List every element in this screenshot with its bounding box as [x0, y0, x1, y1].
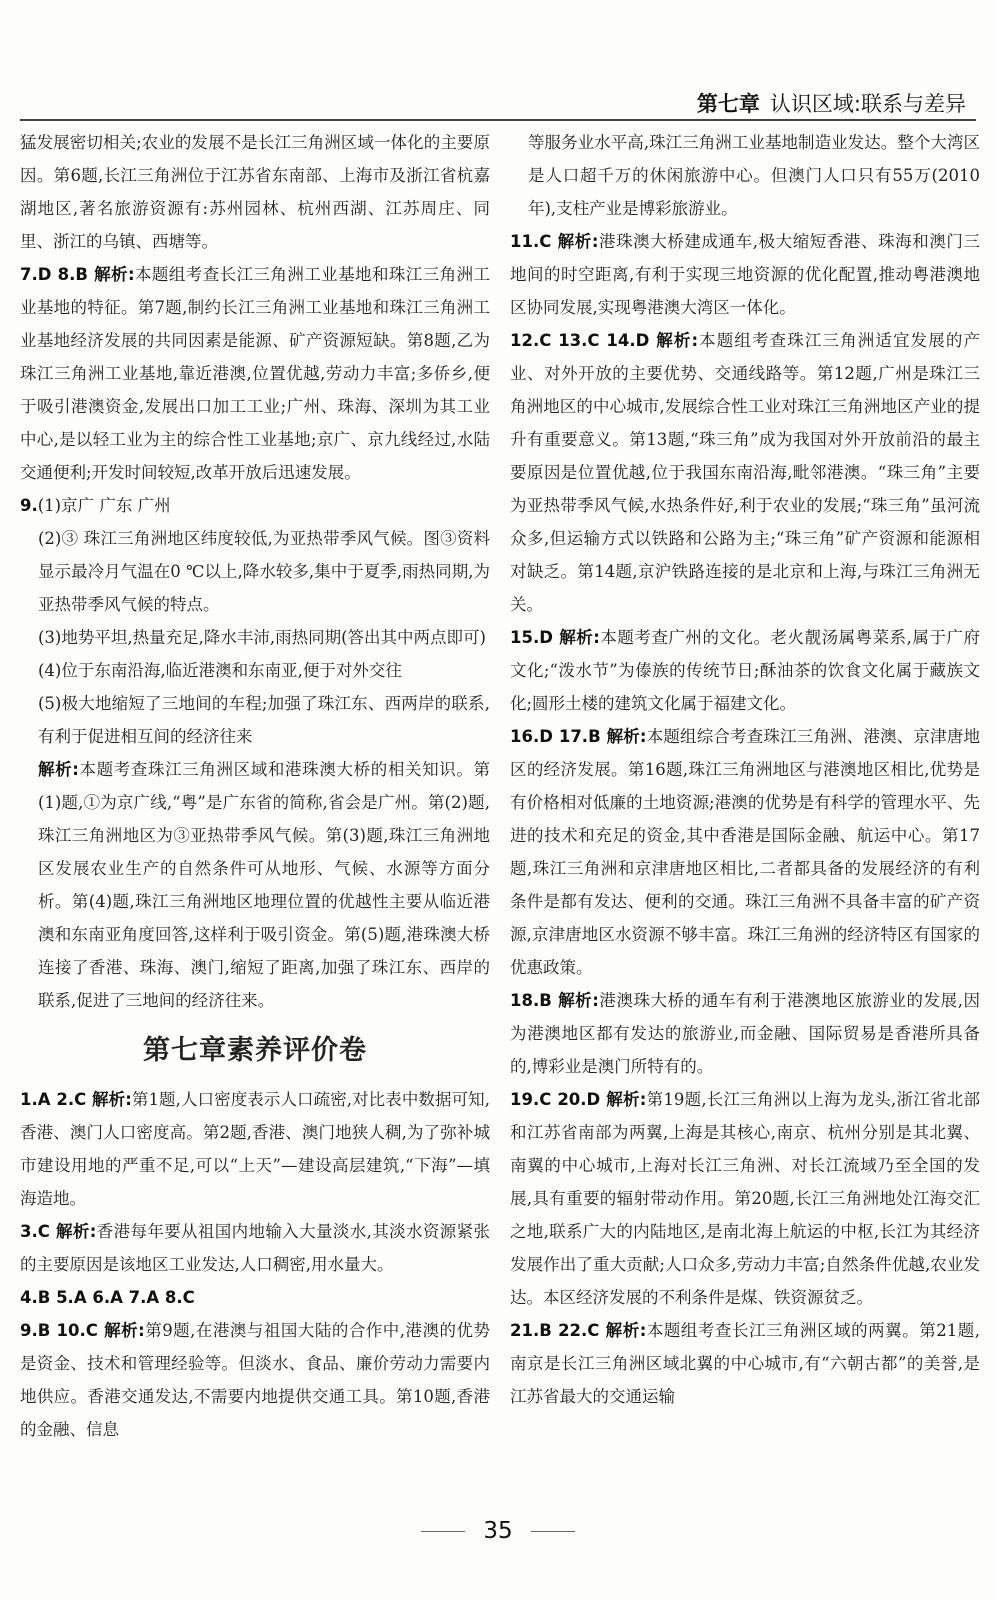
answer-block: 9.B 10.C 解析:第9题,在港澳与祖国大陆的合作中,港澳的优势是资金、技术和管理经验等。但淡水、食品、廉价劳动力需要内地供应。香港交通发达,不需要内地提供交通工具。第10题,香港的金融、信息 — [20, 1321, 490, 1439]
answer-block: 4.B 5.A 6.A 7.A 8.C — [20, 1288, 195, 1307]
answer-block: 3.C 解析:香港每年要从祖国内地输入大量淡水,其淡水资源紧张的主要原因是该地区工业发达,人口稠密,用水量大。 — [20, 1222, 491, 1274]
answer-block: 16.D 17.B 解析:本题组综合考查珠江三角洲、港澳、京津唐地区的经济发展。第16题,珠江三角洲地区与港澳地区相比,优势是有价格相对低廉的土地资源;港澳的优势是有科学的管理水平、先进的技术和充足的资金,其中香港是国际金融、航运中心。第17题,珠江三角洲和京津唐地区相比,二者都具备的发展经济的有利条件是都有发达、便利的交通。珠江三角洲不具备丰富的矿产资源,京津唐地区水资源不够丰富。珠江三角洲的经济特区有国家的优惠政策。 — [510, 727, 980, 977]
answer-block: 11.C 解析:港珠澳大桥建成通车,极大缩短香港、珠海和澳门三地间的时空距离,有利于实现三地资源的优化配置,推动粤港澳地区协同发展,实现粤港澳大湾区一体化。 — [510, 232, 980, 317]
answer-block: (4)位于东南沿海,临近港澳和东南亚,便于对外交往 — [38, 661, 402, 680]
answer-block: 猛发展密切相关;农业的发展不是长江三角洲区域一体化的主要原因。第6题,长江三角洲位于江苏省东南部、上海市及浙江省杭嘉湖地区,著名旅游资源有:苏州园林、杭州西湖、江苏周庄、同里、浙江的乌镇、西塘等。 — [20, 133, 490, 251]
answer-block: 18.B 解析:港澳珠大桥的通车有利于港澳地区旅游业的发展,因为港澳地区都有发达的旅游业,而金融、国际贸易是香港所具备的,博彩业是澳门所特有的。 — [510, 991, 980, 1076]
right-column — [510, 126, 980, 1413]
page-footer — [0, 1518, 996, 1544]
footer-rule-right — [531, 1531, 575, 1532]
page-number: 35 — [483, 1518, 513, 1544]
answer-block: 1.A 2.C 解析:第1题,人口密度表示人口疏密,对比表中数据可知,香港、澳门人口密度高。第2题,香港、澳门地狭人稠,为了弥补城市建设用地的严重不足,可以“上天”—建设高层建筑,“下海”—填海造地。 — [20, 1090, 490, 1208]
answer-block: 9.(1)京广 广东 广州 — [20, 496, 171, 515]
header-title: 认识区域:联系与差异 — [769, 92, 966, 116]
answer-block: 12.C 13.C 14.D 解析:本题组考查珠江三角洲适宜发展的产业、对外开放的主要优势、交通线路等。第12题,广州是珠江三角洲地区的中心城市,发展综合性工业对珠江三角洲地区产业的提升有重要意义。第13题,“珠三角”成为我国对外开放前沿的最主要原因是位置优越,位于我国东南沿海,毗邻港澳。“珠三角”主要为亚热带季风气候,水热条件好,利于农业的发展;“珠三角”虽河流众多,但运输方式以铁路和公路为主;“珠三角”矿产资源和能源相对缺乏。第14题,京沪铁路连接的是北京和上海,与珠江三角洲无关。 — [510, 331, 980, 614]
answer-block: 等服务业水平高,珠江三角洲工业基地制造业发达。整个大湾区是人口超千万的休闲旅游中心。但澳门人口只有55万(2010年),支柱产业是博彩旅游业。 — [528, 133, 980, 218]
answer-block: (5)极大地缩短了三地间的车程;加强了珠江东、西两岸的联系,有利于促进相互间的经济往来 — [38, 694, 490, 746]
header-rule — [20, 119, 976, 121]
answer-block: (3)地势平坦,热量充足,降水丰沛,雨热同期(答出其中两点即可) — [38, 628, 486, 647]
section-title: 第七章素养评价卷 — [143, 1035, 367, 1066]
answer-block: 7.D 8.B 解析:本题组考查长江三角洲工业基地和珠江三角洲工业基地的特征。第7题,制约长江三角洲工业基地和珠江三角洲工业基地经济发展的共同因素是能源、矿产资源短缺。第8题,乙为珠江三角洲工业基地,靠近港澳,位置优越,劳动力丰富;多侨乡,便于吸引港澳资金,发展出口加工工业;广州、珠海、深圳为其工业中心,是以轻工业为主的综合性工业基地;京广、京九线经过,水陆交通便利;开发时间较短,改革开放后迅速发展。 — [20, 265, 491, 482]
left-answers — [20, 126, 490, 1017]
left-column — [20, 126, 490, 1446]
left-answers-2 — [20, 1083, 490, 1446]
answer-block: 21.B 22.C 解析:本题组考查长江三角洲区域的两翼。第21题,南京是长江三角洲区域北翼的中心城市,有“六朝古都”的美誉,是江苏省最大的交通运输 — [510, 1321, 980, 1406]
footer-rule-left — [421, 1531, 465, 1532]
answer-block: 解析:本题考查珠江三角洲区域和港珠澳大桥的相关知识。第(1)题,①为京广线,“粤”是广东省的简称,省会是广州。第(2)题,珠江三角洲地区为③亚热带季风气候。第(3)题,珠江三角洲地区发展农业生产的自然条件可从地形、气候、水源等方面分析。第(4)题,珠江三角洲地区地理位置的优越性主要从临近港澳和东南亚角度回答,这样利于吸引资金。第(5)题,港珠澳大桥连接了香港、珠海、澳门,缩短了距离,加强了珠江东、西岸的联系,促进了三地间的经济往来。 — [38, 760, 490, 1010]
running-header — [697, 88, 966, 118]
answer-block: (2)③ 珠江三角洲地区纬度较低,为亚热带季风气候。图③资料显示最冷月气温在0 ℃以上,降水较多,集中于夏季,雨热同期,为亚热带季风气候的特点。 — [38, 529, 490, 614]
header-chapter: 第七章 — [696, 92, 760, 116]
answer-block: 19.C 20.D 解析:第19题,长江三角洲以上海为龙头,浙江省北部和江苏省南部为两翼,上海是其核心,南京、杭州分别是其北翼、南翼的中心城市,上海对长江三角洲、对长江流域乃至全国的发展,具有重要的辐射带动作用。第20题,长江三角洲地处江海交汇之地,联系广大的内陆地区,是南北海上航运的中枢,长江为其经济发展作出了重大贡献;人口众多,劳动力丰富;自然条件优越,农业发达。本区经济发展的不利条件是煤、铁资源贫乏。 — [510, 1090, 980, 1307]
answer-block: 15.D 解析:本题考查广州的文化。老火靓汤属粤菜系,属于广府文化;“泼水节”为傣族的传统节日;酥油茶的饮食文化属于藏族文化;圆形土楼的建筑文化属于福建文化。 — [510, 628, 980, 713]
